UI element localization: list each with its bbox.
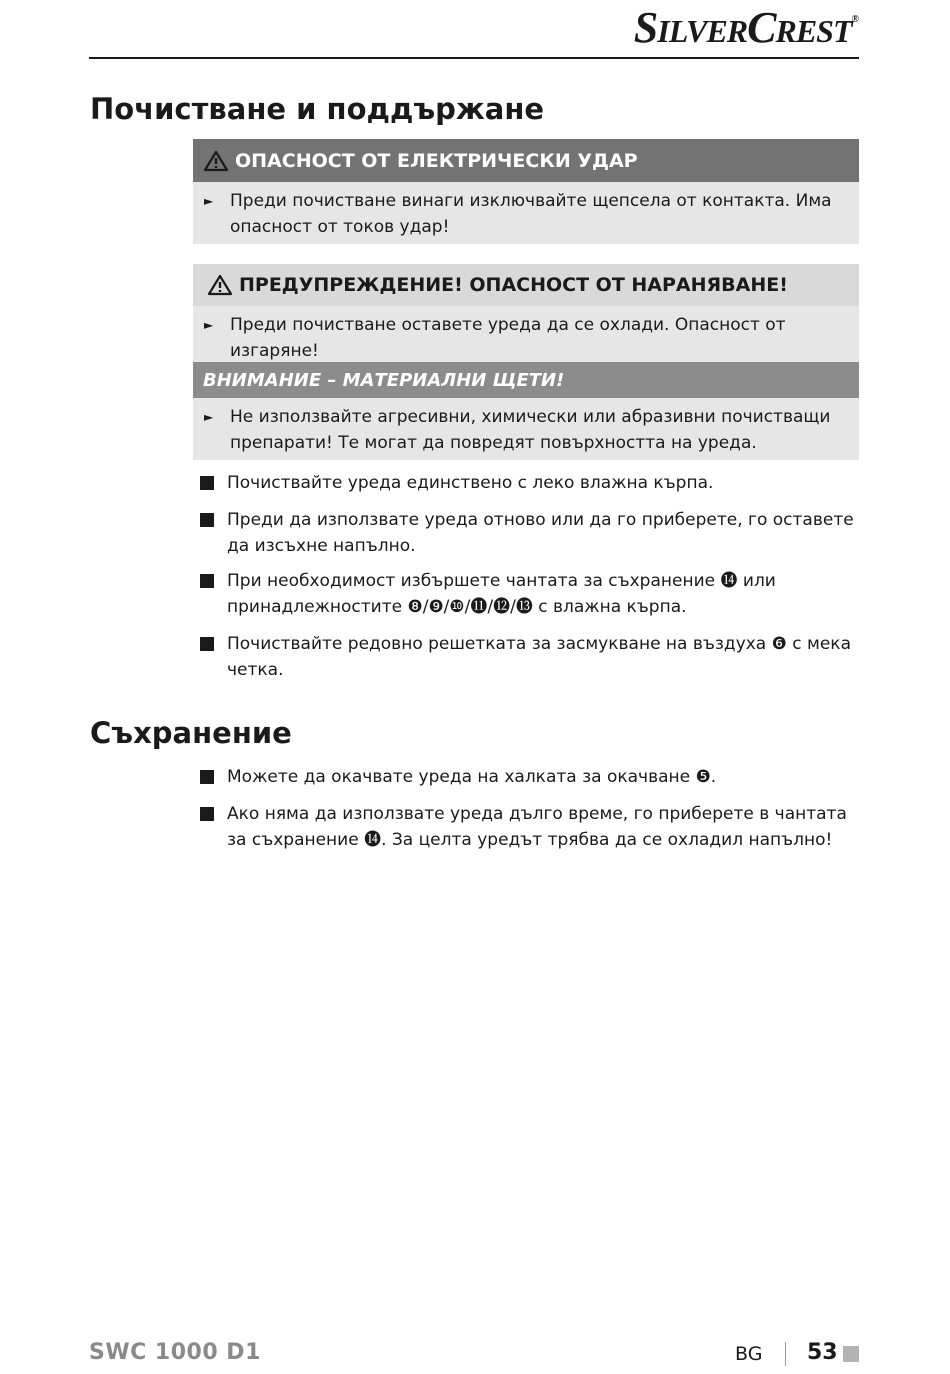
list-item: Ако няма да използвате уреда дълго време, го приберете в чантата за съхранение ⓮. За целта уредът трябва да се охладил напълно! bbox=[200, 801, 860, 853]
brand-logo: SILVERCREST® bbox=[633, 3, 858, 52]
square-bullet-icon bbox=[200, 476, 214, 490]
arrow-bullet-icon: ► bbox=[204, 194, 214, 208]
danger-heading: ОПАСНОСТ ОТ ЕЛЕКТРИЧЕСКИ УДАР bbox=[235, 149, 638, 172]
footer-language: BG bbox=[735, 1343, 763, 1365]
header-divider bbox=[89, 57, 859, 59]
list-item: Почиствайте уреда единствено с леко влажна кърпа. bbox=[200, 470, 860, 496]
warning-heading: ПРЕДУПРЕЖДЕНИЕ! ОПАСНОСТ ОТ НАРАНЯВАНЕ! bbox=[239, 274, 788, 296]
list-item: При необходимост избършете чантата за съхранение ⓮ или принадлежностите ❽/❾/❿/⓫/⓬/⓭ с влажна кърпа. bbox=[200, 568, 860, 620]
warning-body bbox=[193, 306, 859, 370]
square-bullet-icon bbox=[200, 637, 214, 651]
page-number: 53 bbox=[807, 1340, 838, 1365]
warning-triangle-icon bbox=[203, 150, 229, 172]
attention-body bbox=[193, 398, 859, 460]
list-item: Почиствайте редовно решетката за засмукване на въздуха ❻ с мека четка. bbox=[200, 631, 860, 683]
footer-model: SWC 1000 D1 bbox=[89, 1340, 261, 1365]
square-bullet-icon bbox=[200, 574, 214, 588]
square-bullet-icon bbox=[200, 513, 214, 527]
footer-separator bbox=[785, 1342, 786, 1366]
attention-heading: ВНИМАНИЕ – МАТЕРИАЛНИ ЩЕТИ! bbox=[203, 369, 565, 391]
attention-box bbox=[193, 362, 859, 460]
page-marker-icon bbox=[843, 1346, 859, 1362]
danger-heading-bar bbox=[193, 139, 859, 182]
list-item: Преди да използвате уреда отново или да го приберете, го оставете да изсъхне напълно. bbox=[200, 507, 860, 559]
square-bullet-icon bbox=[200, 770, 214, 784]
warning-box bbox=[193, 264, 859, 370]
warning-triangle-icon bbox=[207, 274, 233, 296]
danger-box bbox=[193, 139, 859, 244]
warning-heading-bar bbox=[193, 264, 859, 306]
danger-text: Преди почистване винаги изключвайте щепсела от контакта. Има опасност от токов удар! bbox=[230, 191, 832, 237]
section-title-storage: Съхранение bbox=[90, 716, 292, 750]
warning-text: Преди почистване оставете уреда да се охлади. Опасност от изгаряне! bbox=[230, 315, 786, 361]
danger-body bbox=[193, 182, 859, 244]
arrow-bullet-icon: ► bbox=[204, 318, 214, 332]
attention-text: Не използвайте агресивни, химически или абразивни почистващи препарати! Те могат да повредят повърхността на уреда. bbox=[230, 407, 831, 453]
list-item: Можете да окачвате уреда на халката за окачване ❺. bbox=[200, 764, 860, 790]
section-title-cleaning: Почистване и поддържане bbox=[90, 92, 545, 126]
attention-heading-bar bbox=[193, 362, 859, 398]
arrow-bullet-icon: ► bbox=[204, 410, 214, 424]
square-bullet-icon bbox=[200, 807, 214, 821]
